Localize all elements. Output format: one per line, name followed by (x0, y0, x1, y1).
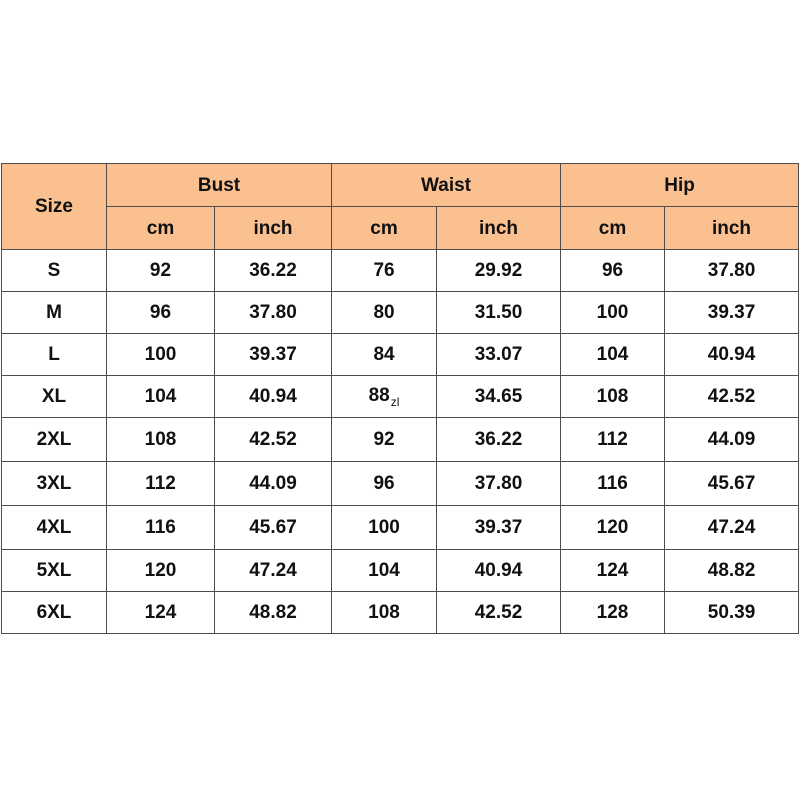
header-hip: Hip (561, 164, 799, 207)
cell-waist-inch: 33.07 (437, 334, 561, 376)
cell-bust-inch: 36.22 (215, 250, 332, 292)
header-waist: Waist (332, 164, 561, 207)
unit-header-hip-cm: cm (561, 207, 665, 250)
cell-hip-inch: 39.37 (665, 292, 799, 334)
table-row (2, 418, 799, 462)
cell-size: 6XL (2, 592, 107, 634)
cell-hip-cm: 108 (561, 376, 665, 418)
cell-waist-inch: 36.22 (437, 418, 561, 462)
cell-hip-inch: 42.52 (665, 376, 799, 418)
cell-bust-inch: 39.37 (215, 334, 332, 376)
cell-bust-inch: 47.24 (215, 550, 332, 592)
cell-waist-cm-mark: zl (390, 394, 400, 409)
cell-bust-inch: 44.09 (215, 462, 332, 506)
unit-header-waist-inch: inch (437, 207, 561, 250)
cell-waist-cm: 100 (332, 506, 437, 550)
cell-waist-inch: 42.52 (437, 592, 561, 634)
cell-bust-cm: 104 (107, 376, 215, 418)
cell-hip-inch: 45.67 (665, 462, 799, 506)
cell-hip-inch: 37.80 (665, 250, 799, 292)
cell-waist-inch: 40.94 (437, 550, 561, 592)
cell-bust-cm: 124 (107, 592, 215, 634)
table-row (2, 334, 799, 376)
unit-header-bust-cm: cm (107, 207, 215, 250)
cell-bust-cm: 92 (107, 250, 215, 292)
cell-hip-cm: 120 (561, 506, 665, 550)
cell-hip-inch: 40.94 (665, 334, 799, 376)
cell-bust-cm: 116 (107, 506, 215, 550)
cell-hip-cm: 112 (561, 418, 665, 462)
cell-waist-inch: 31.50 (437, 292, 561, 334)
cell-waist-cm: 92 (332, 418, 437, 462)
table-row (2, 250, 799, 292)
cell-hip-inch: 50.39 (665, 592, 799, 634)
cell-size: 3XL (2, 462, 107, 506)
unit-header-row (2, 207, 799, 250)
cell-bust-cm: 100 (107, 334, 215, 376)
cell-waist-cm: 80 (332, 292, 437, 334)
cell-waist-cm-value: 88 (368, 384, 390, 406)
cell-bust-cm: 96 (107, 292, 215, 334)
table-row (2, 550, 799, 592)
header-row (2, 164, 799, 207)
cell-waist-inch: 34.65 (437, 376, 561, 418)
unit-header-waist-cm: cm (332, 207, 437, 250)
cell-hip-cm: 96 (561, 250, 665, 292)
cell-hip-cm: 128 (561, 592, 665, 634)
cell-bust-inch: 42.52 (215, 418, 332, 462)
cell-waist-cm: 104 (332, 550, 437, 592)
cell-hip-cm: 116 (561, 462, 665, 506)
cell-waist-cm: 84 (332, 334, 437, 376)
cell-hip-inch: 44.09 (665, 418, 799, 462)
unit-header-bust-inch: inch (215, 207, 332, 250)
size-chart-table (1, 163, 799, 634)
cell-bust-inch: 45.67 (215, 506, 332, 550)
cell-hip-cm: 124 (561, 550, 665, 592)
cell-size: XL (2, 376, 107, 418)
cell-waist-cm: 76 (332, 250, 437, 292)
cell-waist-inch: 29.92 (437, 250, 561, 292)
cell-bust-cm: 120 (107, 550, 215, 592)
table-row (2, 462, 799, 506)
header-size: Size (2, 164, 107, 250)
cell-waist-cm: 108 (332, 592, 437, 634)
cell-size: L (2, 334, 107, 376)
cell-waist-inch: 37.80 (437, 462, 561, 506)
cell-size: S (2, 250, 107, 292)
cell-hip-inch: 47.24 (665, 506, 799, 550)
cell-size: M (2, 292, 107, 334)
cell-hip-cm: 100 (561, 292, 665, 334)
cell-bust-inch: 37.80 (215, 292, 332, 334)
cell-hip-cm: 104 (561, 334, 665, 376)
cell-bust-inch: 40.94 (215, 376, 332, 418)
cell-bust-inch: 48.82 (215, 592, 332, 634)
cell-size: 4XL (2, 506, 107, 550)
table-row (2, 376, 799, 418)
header-bust: Bust (107, 164, 332, 207)
cell-bust-cm: 112 (107, 462, 215, 506)
table-row (2, 592, 799, 634)
cell-hip-inch: 48.82 (665, 550, 799, 592)
unit-header-hip-inch: inch (665, 207, 799, 250)
cell-bust-cm: 108 (107, 418, 215, 462)
table-row (2, 292, 799, 334)
cell-size: 5XL (2, 550, 107, 592)
cell-waist-cm (332, 376, 437, 418)
cell-waist-inch: 39.37 (437, 506, 561, 550)
table-row (2, 506, 799, 550)
cell-waist-cm: 96 (332, 462, 437, 506)
cell-size: 2XL (2, 418, 107, 462)
